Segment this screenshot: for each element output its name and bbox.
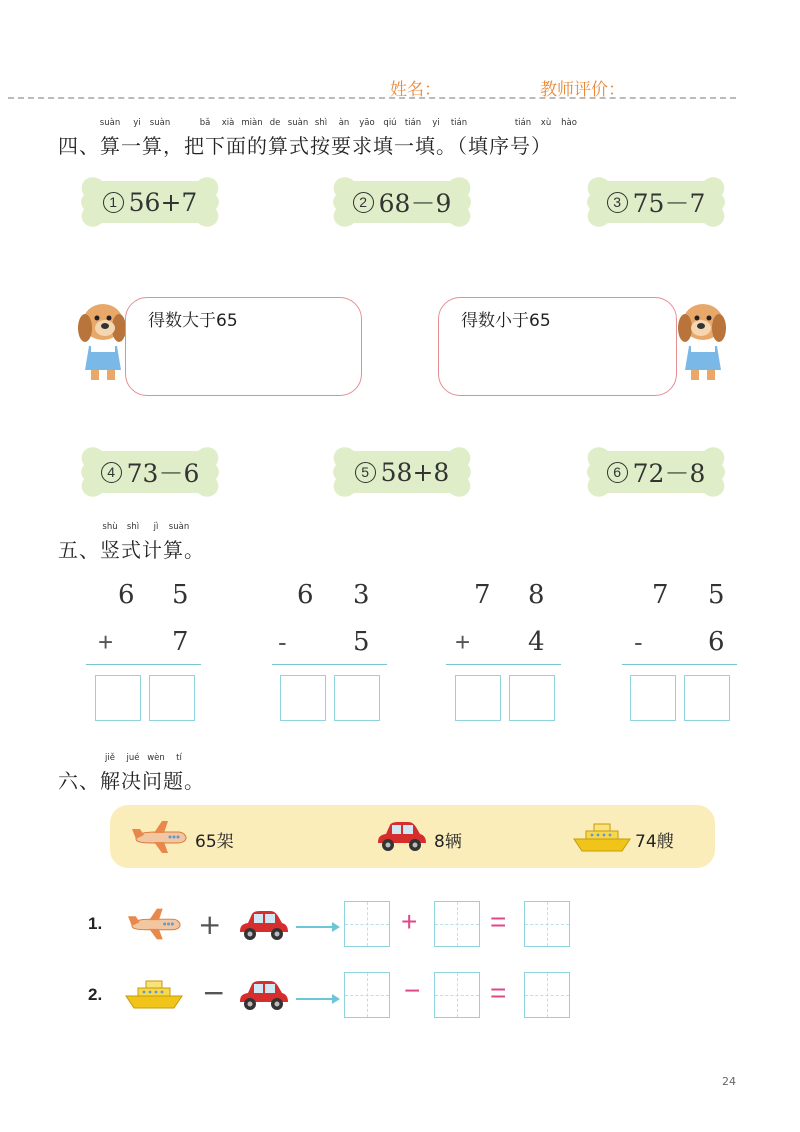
vc1-digit: 5: [172, 580, 189, 610]
expression-text: 75－7: [632, 189, 706, 218]
vc4-answer-tens[interactable]: [630, 675, 676, 721]
expression-number: 6: [607, 462, 628, 483]
pinyin-syllable: tián: [404, 118, 422, 128]
section5-title: 五、竖式计算。: [58, 538, 205, 562]
pinyin-syllable: jué: [126, 753, 140, 763]
plus-sign: +: [198, 908, 222, 941]
vc2-digit: 5: [353, 627, 370, 657]
dog-left-icon: [75, 298, 131, 386]
pinyin-syllable: àn: [338, 118, 350, 128]
expression-bone-4: [80, 443, 220, 501]
q1-blank-result[interactable]: [524, 901, 570, 947]
q2-minus-sign: −: [404, 975, 421, 1006]
car-icon: [234, 978, 290, 1016]
section4-title: 四、算一算，把下面的算式按要求填一填。（填序号）: [58, 134, 552, 158]
vc3-digit: 4: [528, 627, 545, 657]
car-icon: [234, 908, 290, 946]
ship-count: 74艘: [635, 832, 674, 852]
pinyin-syllable: miàn: [241, 118, 263, 128]
vc4-digit: 7: [652, 580, 669, 610]
vc3-digit: 7: [474, 580, 491, 610]
vc1-digit: 7: [172, 627, 189, 657]
pinyin-syllable: de: [269, 118, 281, 128]
vc4-digit: 6: [708, 627, 725, 657]
airplane-count: 65架: [195, 832, 234, 852]
pinyin-syllable: hào: [561, 118, 577, 128]
quantity-banner: [110, 805, 715, 868]
expression-text: 68－9: [378, 189, 452, 218]
section6-title: 六、解决问题。: [58, 769, 205, 793]
pinyin-syllable: tián: [514, 118, 532, 128]
pinyin-syllable: shì: [314, 118, 328, 128]
pinyin-syllable: yi: [432, 118, 440, 128]
q2-equals-sign: =: [490, 977, 507, 1008]
name-label: 姓名：: [390, 80, 441, 100]
question-2-number: 2.: [88, 985, 103, 1004]
vc2-operator: -: [278, 627, 287, 657]
teacher-eval-label: 教师评价：: [540, 80, 625, 100]
expression-text: 58+8: [380, 457, 450, 487]
dog-right-icon: [675, 298, 731, 386]
expression-text: 56+7: [128, 187, 198, 217]
header-divider: [8, 97, 736, 99]
pinyin-syllable: tí: [176, 753, 182, 763]
pinyin-syllable: suàn: [287, 118, 309, 128]
arrow-right-icon: [296, 918, 340, 937]
vc4-digit: 5: [708, 580, 725, 610]
pinyin-syllable: xù: [540, 118, 552, 128]
minus-sign: −: [202, 976, 226, 1009]
answer-box-less[interactable]: [438, 297, 677, 396]
page-number: 24: [722, 1075, 736, 1088]
vc2-answer-ones[interactable]: [334, 675, 380, 721]
vc3-answer-ones[interactable]: [509, 675, 555, 721]
pinyin-syllable: yāo: [359, 118, 375, 128]
q1-equals-sign: =: [490, 906, 507, 937]
car-icon: [372, 819, 428, 857]
pinyin-syllable: suàn: [168, 522, 190, 532]
pinyin-syllable: jiě: [105, 753, 115, 763]
vc1-digit: 6: [118, 580, 135, 610]
expression-number: 1: [103, 192, 124, 213]
expression-bone-6: [586, 443, 726, 501]
expression-number: 4: [101, 462, 122, 483]
expression-bone-5: [332, 443, 472, 501]
expression-bone-1: [80, 173, 220, 231]
expression-text: 73－6: [126, 459, 200, 488]
expression-number: 3: [607, 192, 628, 213]
q2-blank-2[interactable]: [434, 972, 480, 1018]
q1-blank-2[interactable]: [434, 901, 480, 947]
pinyin-syllable: xià: [221, 118, 235, 128]
vc3-answer-tens[interactable]: [455, 675, 501, 721]
ship-icon: [572, 821, 632, 857]
q2-blank-1[interactable]: [344, 972, 390, 1018]
expression-number: 5: [355, 462, 376, 483]
pinyin-syllable: shù: [102, 522, 118, 532]
q2-blank-result[interactable]: [524, 972, 570, 1018]
answer-box-greater-label: 得数大于65: [148, 311, 238, 331]
vc4-answer-ones[interactable]: [684, 675, 730, 721]
pinyin-syllable: bǎ: [199, 118, 211, 128]
airplane-icon: [128, 906, 182, 946]
vc1-operator: +: [98, 627, 114, 657]
pinyin-syllable: suàn: [149, 118, 171, 128]
vc1-answer-tens[interactable]: [95, 675, 141, 721]
ship-icon: [124, 978, 184, 1014]
vc3-digit: 8: [528, 580, 545, 610]
vc4-operator: -: [634, 627, 643, 657]
pinyin-syllable: wèn: [147, 753, 165, 763]
expression-number: 2: [353, 192, 374, 213]
answer-box-less-label: 得数小于65: [461, 311, 551, 331]
vc3-line: [446, 664, 561, 665]
q1-plus-sign: +: [401, 906, 418, 937]
question-1-number: 1.: [88, 914, 103, 933]
pinyin-syllable: shì: [126, 522, 140, 532]
vc2-answer-tens[interactable]: [280, 675, 326, 721]
airplane-icon: [132, 819, 188, 859]
answer-box-greater[interactable]: [125, 297, 362, 396]
pinyin-syllable: yi: [133, 118, 141, 128]
vc4-line: [622, 664, 737, 665]
vc3-operator: +: [455, 627, 471, 657]
pinyin-syllable: tián: [450, 118, 468, 128]
pinyin-syllable: jì: [153, 522, 159, 532]
vc1-answer-ones[interactable]: [149, 675, 195, 721]
pinyin-syllable: qiú: [383, 118, 397, 128]
vc2-digit: 6: [297, 580, 314, 610]
vc2-line: [272, 664, 387, 665]
expression-bone-3: [586, 173, 726, 231]
vc1-line: [86, 664, 201, 665]
q1-blank-1[interactable]: [344, 901, 390, 947]
pinyin-syllable: suàn: [99, 118, 121, 128]
expression-bone-2: [332, 173, 472, 231]
expression-text: 72－8: [632, 459, 706, 488]
car-count: 8辆: [434, 832, 462, 852]
arrow-right-icon: [296, 990, 340, 1009]
vc2-digit: 3: [353, 580, 370, 610]
